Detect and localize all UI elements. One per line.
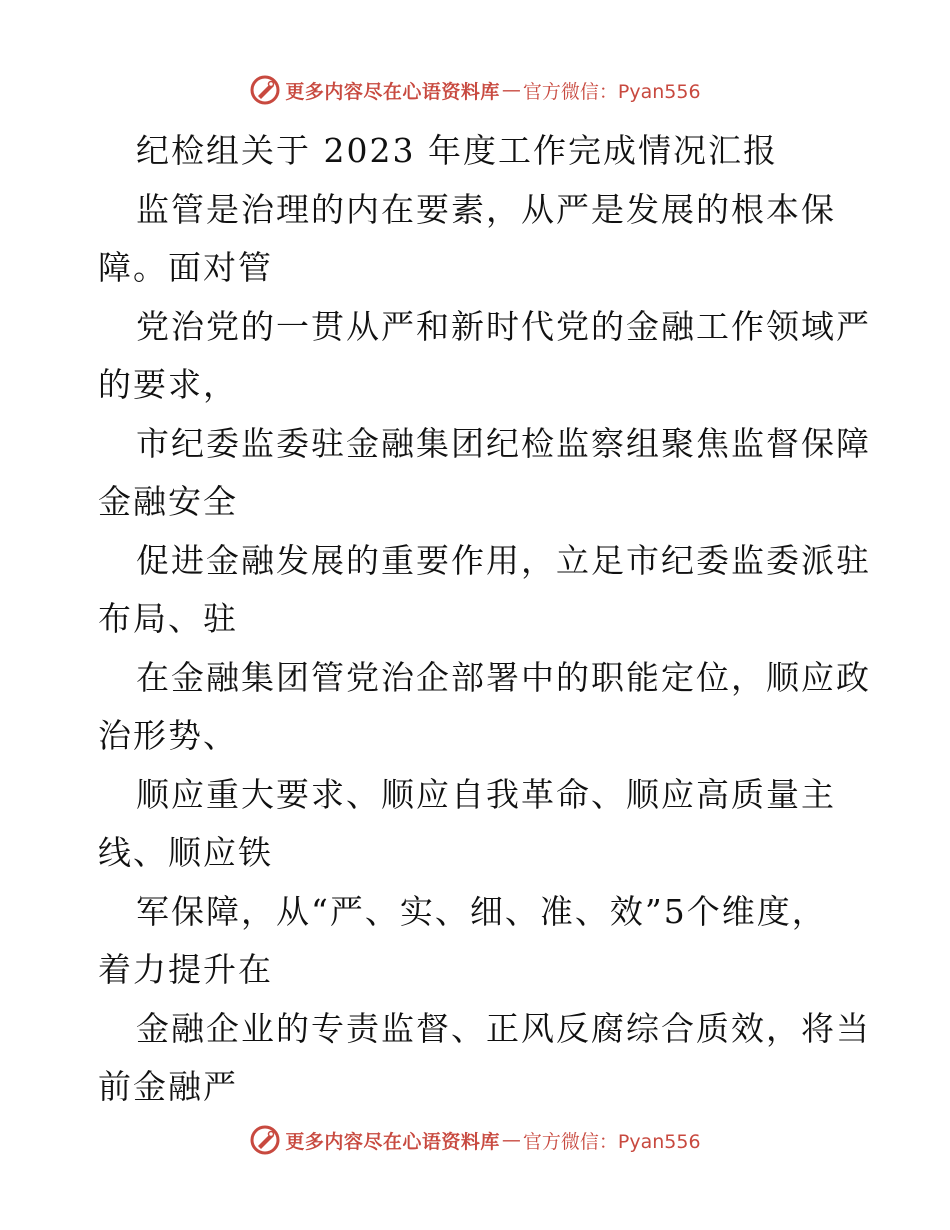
paragraph-line: 前金融严 <box>98 1067 238 1106</box>
document-body <box>98 122 871 1117</box>
banner-wechat: 官方微信：Pyan556 <box>522 1130 701 1153</box>
paragraph-line: 促进金融发展的重要作用，立足市纪委监委派驻 <box>136 540 871 580</box>
banner-separator: — <box>501 79 521 101</box>
paragraph-line: 治形势、 <box>98 716 238 755</box>
paragraph-line: 的要求， <box>98 365 238 404</box>
document-title: 纪检组关于 2023 年度工作完成情况汇报 <box>136 131 778 170</box>
paragraph-line: 障。面对管 <box>98 248 273 287</box>
paragraph-line: 党治党的一贯从严和新时代党的金融工作领域严 <box>136 306 871 346</box>
paragraph-line: 金融安全 <box>98 482 238 521</box>
paragraph-line: 线、顺应铁 <box>98 833 273 872</box>
footer-banner <box>0 1120 950 1160</box>
banner-text: 更多内容尽在心语资料库 <box>285 1130 500 1153</box>
paragraph-line: 顺应重大要求、顺应自我革命、顺应高质量主 <box>136 774 836 814</box>
banner-text: 更多内容尽在心语资料库 <box>285 80 500 103</box>
paragraph-line: 监管是治理的内在要素，从严是发展的根本保 <box>136 189 836 229</box>
logo-icon <box>249 1124 281 1156</box>
paragraph-line: 着力提升在 <box>98 950 273 989</box>
paragraph-line: 市纪委监委驻金融集团纪检监察组聚焦监督保障 <box>136 423 871 463</box>
banner-wechat: 官方微信：Pyan556 <box>522 80 701 103</box>
header-banner <box>0 70 950 110</box>
paragraph-line: 布局、驻 <box>98 599 238 638</box>
paragraph-line: 在金融集团管党治企部署中的职能定位，顺应政 <box>136 657 871 697</box>
logo-icon <box>249 74 281 106</box>
paragraph-line: 军保障，从“严、实、细、准、效”5个维度， <box>136 891 827 931</box>
paragraph-line: 金融企业的专责监督、正风反腐综合质效，将当 <box>136 1008 871 1048</box>
banner-separator: — <box>501 1129 521 1151</box>
